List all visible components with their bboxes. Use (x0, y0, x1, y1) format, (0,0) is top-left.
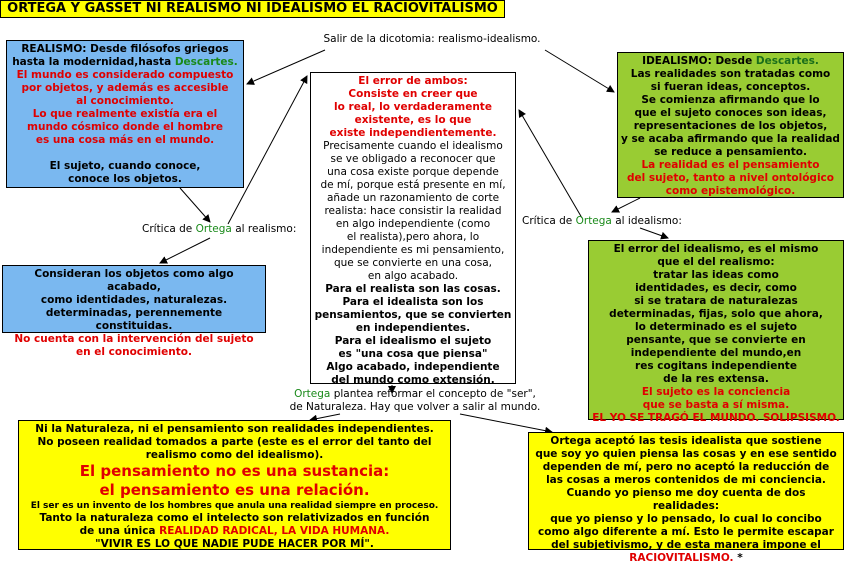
descartes-link-2: Descartes. (755, 55, 819, 67)
raciovitalismo-term: RACIOVITALISMO. (629, 552, 734, 564)
arrow-idealismo-to-critica (612, 198, 640, 212)
dichotomy-label: Salir de la dicotomia: realismo-idealismo. (323, 33, 541, 45)
idealismo-heading: IDEALISMO: Desde Descartes. (642, 55, 819, 67)
idealismo-box: IDEALISMO: Desde Descartes. Las realidades son tratadas como si fueran ideas, conceptos. Se comienza afirmando que lo que el sujeto conoces son ideas, representaciones de los objetos, y se acaba afirmando que la realidad se reduce a pensamiento. La realidad es el pensamiento del sujeto, tanto a nivel ontológico como epistemológico. (617, 52, 844, 198)
arrow-idealismo-critica-to-center (519, 110, 582, 218)
ortega-plantea-label: Ortega plantea reformar el concepto de "ser", de Naturaleza. Hay que volver a salir al mundo. (289, 388, 541, 413)
diagram-title: ORTEGA Y GASSET NI REALISMO NI IDEALISMO EL RACIOVITALISMO (0, 0, 505, 18)
realismo-critica-box: Consideran los objetos como algo acabado, como identidades, naturalezas. determinadas, perennemente constituidas. No cuenta con la intervención del sujeto en el conocimiento. (2, 265, 266, 333)
error-ambos-heading: El error de ambos: Consiste en creer que lo real, lo verdaderamente existente, es lo que existe independientemente. (329, 75, 497, 139)
descartes-link-1: Descartes. (174, 56, 238, 68)
arrow-realismo-to-critica (180, 188, 210, 222)
critica-realismo-label: Crítica de Ortega al realismo: (142, 223, 297, 235)
realidad-radical-text: REALIDAD RADICAL, LA VIDA HUMANA. (159, 525, 390, 537)
realismo-heading-2: hasta la modernidad,hasta Descartes. (12, 56, 238, 68)
error-ambos-body: Precisamente cuando el idealismo se ve obligado a reconocer que una cosa existe porque depende de mí, porque está presente en mí, añade un razonamiento de corte realista: hace consistir la realidad en algo independiente (como el realista),pero ahora, lo independiente es mi pensamiento, que se convierte en una cosa, en algo acabado. (320, 140, 506, 282)
arrow-critica-to-realismo-box (160, 238, 210, 263)
naturaleza-box: Ni la Naturaleza, ni el pensamiento son realidades independientes. No poseen realidad tomados a parte (este es el error del tanto del realismo como del idealismo). El pensamiento no es una sustancia: el pensamiento es una relación. El ser es un invento de los hombres que anula una realidad siempre en proceso. Tanto la naturaleza como el intelecto son relativizados en función de una única REALIDAD RADICAL, LA VIDA HUMANA. "VIVIR ES LO QUE NADIE PUDE HACER POR MÍ". (18, 420, 451, 550)
realismo-heading: REALISMO: Desde filósofos griegos (21, 43, 229, 55)
arrow-to-idealismo (545, 50, 614, 92)
arrow-critica-to-idealismo-box (640, 228, 668, 238)
realismo-subject-text: El sujeto, cuando conoce, conoce los objetos. (49, 160, 201, 185)
error-ambos-box (310, 72, 516, 384)
idealismo-critica-box: El error del idealismo, es el mismo que el del realismo: tratar las ideas como identidades, es decir, como si se tratara de naturalezas determinadas, fijas, solo que ahora, lo determinado es el sujeto pensante, que se convierte en independiente del mundo,en res cogitans independiente de la res extensa. El sujeto es la conciencia que se basta a sí misma. EL YO SE TRAGÓ EL MUNDO. SOLIPSISMO. (588, 240, 844, 420)
critica-idealismo-label: Crítica de Ortega al idealismo: (522, 215, 682, 227)
error-ambos-conclusion: Para el realista son las cosas. Para el idealista son los pensamientos, que se convierten en independientes. Para el idealismo el sujeto es "una cosa que piensa" Algo acabado, independiente del mundo como extensión. (314, 283, 512, 386)
raciovitalismo-box: Ortega aceptó las tesis idealista que sostiene que soy yo quien piensa las cosas y en ese sentido dependen de mí, pero no aceptó la reducción de las cosas a meros contenidos de mi conciencia. Cuando yo pienso me doy cuenta de dos realidades: que yo pienso y lo pensado, lo cual lo concibo como algo diferente a mí. Esto le permite escapar del subjetivismo, y de esta manera impone el RACIOVITALISMO. * (528, 432, 844, 550)
realismo-red-text: El mundo es considerado compuesto por objetos, y además es accesible al conocimiento. Lo que realmente existía era el mundo cósmico donde el hombre es una cosa más en el mundo. (16, 69, 234, 146)
arrow-plantea-to-raciovitalismo (460, 414, 552, 432)
realismo-box (6, 40, 244, 188)
pensamiento-relacion-text: El pensamiento no es una sustancia: el pensamiento es una relación. (79, 462, 390, 499)
